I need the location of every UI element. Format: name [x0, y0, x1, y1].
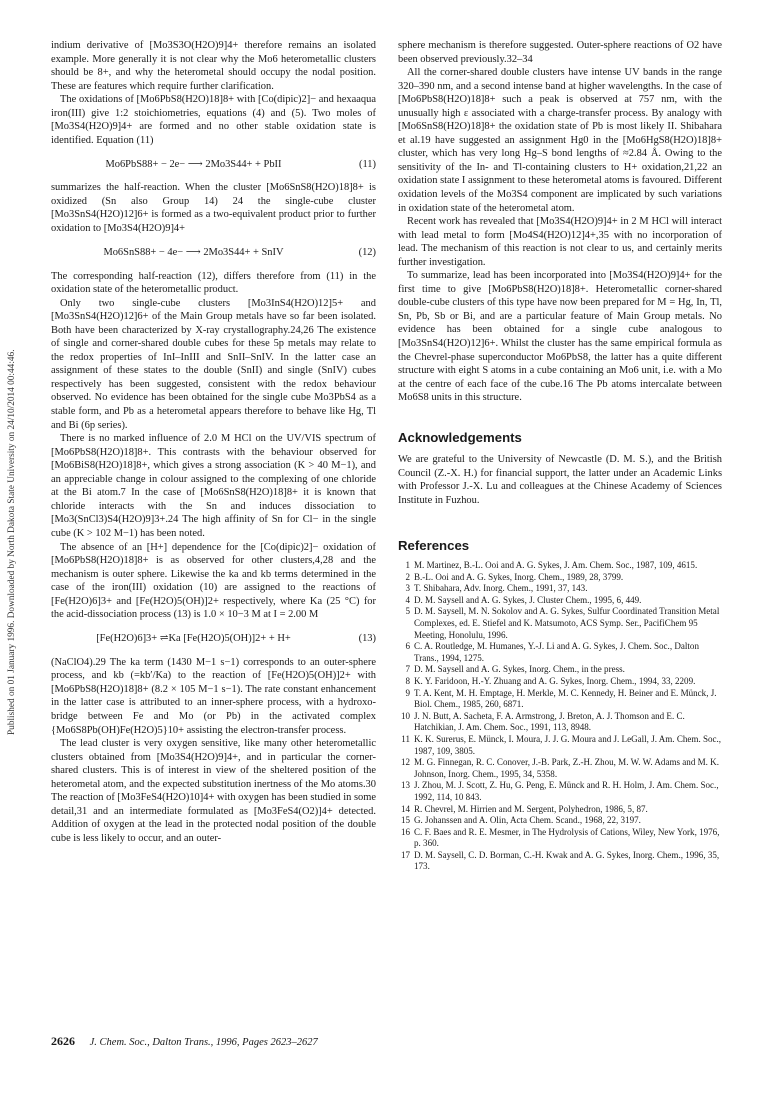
journal-citation: J. Chem. Soc., Dalton Trans., 1996, Pages 2623–2627 — [89, 1037, 318, 1048]
reference-item — [398, 734, 722, 757]
reference-text: K. Y. Faridoon, H.-Y. Zhuang and A. G. Sykes, Inorg. Chem., 1994, 33, 2209. — [414, 675, 696, 686]
reference-number: 17 — [400, 849, 410, 860]
reference-item — [398, 606, 722, 641]
reference-item — [398, 804, 722, 816]
reference-item — [398, 676, 722, 688]
paragraph: summarizes the half-reaction. When the cluster [Mo6SnS8(H2O)18]8+ is oxidized (Sn also Group 14) 24 the single-cube cluster [Mo3SnS4(H2O)12]6+ is formed as a two-equivalent product prior to further oxidation to [Mo3S4(H2O)9]4+ — [51, 182, 376, 235]
equation-expression: Mo6PbS88+ − 2e− ⟶ 2Mo3S44+ + PbII — [105, 158, 282, 170]
equation-11 — [51, 152, 376, 176]
reference-item — [398, 757, 722, 780]
reference-number: 14 — [400, 803, 410, 814]
reference-item — [398, 827, 722, 850]
reference-text: D. M. Saysell, M. N. Sokolov and A. G. Sykes, Sulfur Coordinated Transition Metal Complexes, ed. E. Stiefel and K. Matsumoto, ACS Symp. Ser., PacifiChem 95 Meeting, Honolulu, 1996. — [414, 606, 720, 640]
reference-text: G. Johanssen and A. Olin, Acta Chem. Scand., 1968, 22, 3197. — [414, 815, 641, 826]
equation-number: (13) — [358, 633, 376, 644]
reference-item — [398, 560, 722, 572]
reference-item — [398, 815, 722, 827]
paragraph: All the corner-shared double clusters have intense UV bands in the range 320–390 nm, and a second intense band at higher wavelengths. In the case of [Mo6PbS8(H2O)18]8+ such a peak is observed at 757 nm, with the unusually high ε associated with a charge-transfer process. By analogy with [Mo6SnS8(H2O)18]8+ the oxidation state of Pb is most likely II. Shibahara et al.19 have suggested an assignment Hg0 in the [Mo6HgS8(H2O)18]8+ cluster, which has very long Hg–S bond lengths of ≈2.84 Å. Owing to the sensitivity of the In- and Tl-containing clusters to H+ oxidation,21,22 an oxidation state I assignment to these heterometal atoms is favoured. Different oxidation levels of the Mo3S4 component are implicated by such variations in oxidation state of the heterometal atom. — [398, 67, 722, 214]
reference-item — [398, 595, 722, 607]
paragraph: The absence of an [H+] dependence for the [Co(dipic)2]− oxidation of [Mo6PbS8(H2O)18]8+ is as observed for other clusters,4,28 and the mechanism is outer sphere. Likewise the ka and kb terms determined in the case of the iron(III) oxidation (10) are assigned to the reactions of [Fe(H2O)6]3+ and [Fe(H2O)5(OH)]2+ respectively, where Ka (25 °C) for the acid-dissociation process (13) is 1.0 × 10−3 M at I = 2.00 M — [51, 541, 376, 621]
equation-number: (11) — [358, 158, 376, 170]
reference-number: 12 — [400, 757, 410, 768]
page-footer — [51, 1034, 318, 1049]
paragraph: The corresponding half-reaction (12), differs therefore from (11) in the oxidation state of the heterometallic product. — [51, 270, 376, 296]
paragraph: sphere mechanism is therefore suggested. Outer-sphere reactions of O2 have been observed previously.32–34 — [398, 40, 722, 65]
equation-expression: Mo6SnS88+ − 4e− ⟶ 2Mo3S44+ + SnIV — [103, 246, 284, 258]
reference-number: 15 — [400, 815, 410, 826]
reference-item — [398, 780, 722, 803]
reference-text: T. Shibahara, Adv. Inorg. Chem., 1991, 37, 143. — [414, 583, 588, 594]
reference-number: 10 — [400, 710, 410, 721]
reference-number: 8 — [405, 675, 410, 686]
equation-13 — [51, 627, 376, 651]
acknowledgements-heading: Acknowledgements — [398, 429, 522, 445]
reference-number: 16 — [400, 826, 410, 837]
paragraph: indium derivative of [Mo3S3O(H2O)9]4+ therefore remains an isolated example. More generally it is not clear why the Mo6 heterometallic clusters should be 8+, and why the heterometal should occupy the nodal position. These are features which require further clarification. — [51, 40, 376, 92]
equation-number: (12) — [358, 246, 376, 258]
reference-text: C. A. Routledge, M. Humanes, Y.-J. Li and A. G. Sykes, J. Chem. Soc., Dalton Trans., 1994, 1275. — [414, 641, 699, 663]
reference-text: M. G. Finnegan, R. C. Conover, J.-B. Park, Z.-H. Zhou, M. W. W. Adams and M. K. Johnson, Inorg. Chem., 1995, 34, 5358. — [414, 757, 719, 779]
paragraph: The oxidations of [Mo6PbS8(H2O)18]8+ with [Co(dipic)2]− and hexaaqua iron(III) give 1:2 stoichiometries, equations (4) and (5). Two moles of [Mo3S4(H2O)9]4+ are formed and no other stable oxidation state is identified. Equation (11) — [51, 94, 376, 146]
download-notice — [0, 0, 16, 1107]
reference-number: 7 — [405, 664, 410, 675]
reference-number: 4 — [405, 594, 410, 605]
reference-text: D. M. Saysell and A. G. Sykes, J. Cluster Chem., 1995, 6, 449. — [414, 594, 642, 605]
reference-number: 3 — [405, 583, 410, 594]
reference-item — [398, 688, 722, 711]
download-notice-text: Published on 01 January 1996. Downloaded by North Dakota State University on 24/10/2014 00:44:46. — [7, 349, 17, 735]
paragraph: There is no marked influence of 2.0 M HCl on the UV/VIS spectrum of [Mo6PbS8(H2O)18]8+. This contrasts with the behaviour observed for [Mo6BiS8(H2O)18]8+, which gives a strong association (K > 40 M−1), and an appreciable change in colour assigned to the complexing of one chloride at the Bi atom.7 In the case of [Mo6SnS8(H2O)18]8+ it is known that chloride interacts with the Sn and induces dissociation to [Mo3(SnCl3)S4(H2O)9]3+.24 The high affinity of Sn for Cl− in the single cube (K > 102 M−1) has been noted. — [51, 433, 376, 539]
reference-text: J. Zhou, M. J. Scott, Z. Hu, G. Peng, E. Münck and R. H. Holm, J. Am. Chem. Soc., 1992, 114, 10 843. — [414, 780, 719, 802]
reference-text: R. Chevrel, M. Hirrien and M. Sergent, Polyhedron, 1986, 5, 87. — [414, 803, 648, 814]
equation-expression: [Fe(H2O)6]3+ ⇌Ka [Fe(H2O)5(OH)]2+ + H+ — [96, 633, 291, 644]
reference-text: B.-L. Ooi and A. G. Sykes, Inorg. Chem., 1989, 28, 3799. — [414, 571, 624, 582]
references-list — [398, 560, 722, 873]
reference-number: 11 — [401, 733, 410, 744]
reference-number: 9 — [405, 687, 410, 698]
reference-number: 13 — [400, 780, 410, 791]
reference-number: 5 — [405, 606, 410, 617]
reference-text: C. F. Baes and R. E. Mesmer, in The Hydrolysis of Cations, Wiley, New York, 1976, p. 360. — [414, 826, 720, 849]
reference-text: D. M. Saysell, C. D. Borman, C.-H. Kwak and A. G. Sykes, Inorg. Chem., 1996, 35, 173. — [414, 849, 720, 872]
paragraph: Only two single-cube clusters [Mo3InS4(H2O)12]5+ and [Mo3SnS4(H2O)12]6+ of the Main Group metals have so far been isolated. Both have been characterized by X-ray crystallography.24,26 The existence of single and corner-shared double cubes for these 5p metals may relate to the redox properties of InI–InIII and SnII–SnIV. In the latter case an assignment of these states to the double (SnII) and single (SnIV) cubes respectively has been suggested, consistent with the redox behaviour observed. No evidence has been obtained for the single cube Mo3PbS4 as a stable form, and Pb as a heterometal appears therefore to behave like Hg, Tl and Bi (6p series). — [51, 297, 376, 431]
reference-item — [398, 641, 722, 664]
reference-number: 2 — [405, 571, 410, 582]
reference-item — [398, 583, 722, 595]
reference-text: T. A. Kent, M. H. Emptage, H. Merkle, M. C. Kennedy, H. Beiner and E. Münck, J. Biol. Chem., 1985, 260, 6871. — [414, 687, 717, 710]
reference-item — [398, 664, 722, 676]
reference-item — [398, 572, 722, 584]
acknowledgements-text: We are grateful to the University of Newcastle (D. M. S.), and the British Council (Z.-X. H.) for financial support, the latter under an Academic Links with Professor J.-X. Lu and colleagues at the Chinese Academy of Sciences Institute in Fuzhou. — [398, 454, 722, 506]
reference-number: 1 — [405, 560, 410, 571]
reference-number: 6 — [405, 641, 410, 652]
left-column — [51, 39, 376, 845]
right-column — [398, 39, 722, 873]
reference-text: J. N. Butt, A. Sacheta, F. A. Armstrong, J. Breton, A. J. Thomson and E. C. Hatchikian, J. Am. Chem. Soc., 1991, 113, 8948. — [414, 710, 685, 733]
reference-item — [398, 711, 722, 734]
equation-12 — [51, 241, 376, 265]
reference-text: D. M. Saysell and A. G. Sykes, Inorg. Chem., in the press. — [414, 664, 625, 675]
paragraph: To summarize, lead has been incorporated into [Mo3S4(H2O)9]4+ for the first time to give [Mo6PbS8(H2O)18]8+. Heterometallic corner-shared double-cube clusters of this type have now been prepared for M = Hg, In, Tl, Sn, Pb, Sb or Bi, and are a particular feature of Main Group metals. No evidence has been obtained for a single cube analogous to [Mo3SnS4(H2O)12]6+. Whilst the cluster has the same empirical formula as the Chevrel-phase superconductor Mo6PbS8, the latter has a quite different structure with eight S atoms in a cube containing an Mo6 unit, i.e. with a Mo at the centre of each face of the cube.16 The Pb atoms intercalate between Mo6S8 units in this structure. — [398, 270, 722, 404]
reference-text: M. Martinez, B.-L. Ooi and A. G. Sykes, J. Am. Chem. Soc., 1987, 109, 4615. — [414, 560, 698, 571]
reference-text: K. K. Surerus, E. Münck, I. Moura, J. J. G. Moura and J. LeGall, J. Am. Chem. Soc., 1987, 109, 3805. — [414, 733, 722, 756]
paragraph: Recent work has revealed that [Mo3S4(H2O)9]4+ in 2 M HCl will interact with lead metal to form [Mo4S4(H2O)12]4+,35 with no incorporation of lead. The mechanism of this reaction is not clear to us, and certainly merits further investigation. — [398, 216, 722, 268]
page-number: 2626 — [51, 1034, 75, 1048]
reference-item — [398, 850, 722, 873]
paragraph: The lead cluster is very oxygen sensitive, like many other heterometallic clusters obtained from [Mo3S4(H2O)9]4+, and in particular the corner-shared clusters. This is of interest in view of the sheltered position of the heterometal atom, and the expected substitution inertness of the Mo atoms.30 The reaction of [Mo3FeS4(H2O)10]4+ with oxygen has been studied in some detail,31 and an intermediate formulated as [Mo3FeS4(O2)]4+ detected. Addition of oxygen at the lead in the protected nodal position of the double cube is less likely to occur, and an outer- — [51, 738, 376, 844]
paragraph: (NaClO4).29 The ka term (1430 M−1 s−1) corresponds to an outer-sphere process, and kb (=kb′/Ka) to the reaction of [Fe(H2O)5(OH)]2+ with [Mo6PbS8(H2O)18]8+ (8.2 × 105 M−1 s−1). The rate constant enhancement in the latter case is attributed to an inner-sphere process, with a hydroxo-bridge between Fe and Mo (or Pb) in the activated complex {Mo6S8Pb(OH)Fe(H2O)5}10+ assisting the electron-transfer process. — [51, 656, 376, 736]
references-heading: References — [398, 537, 470, 553]
